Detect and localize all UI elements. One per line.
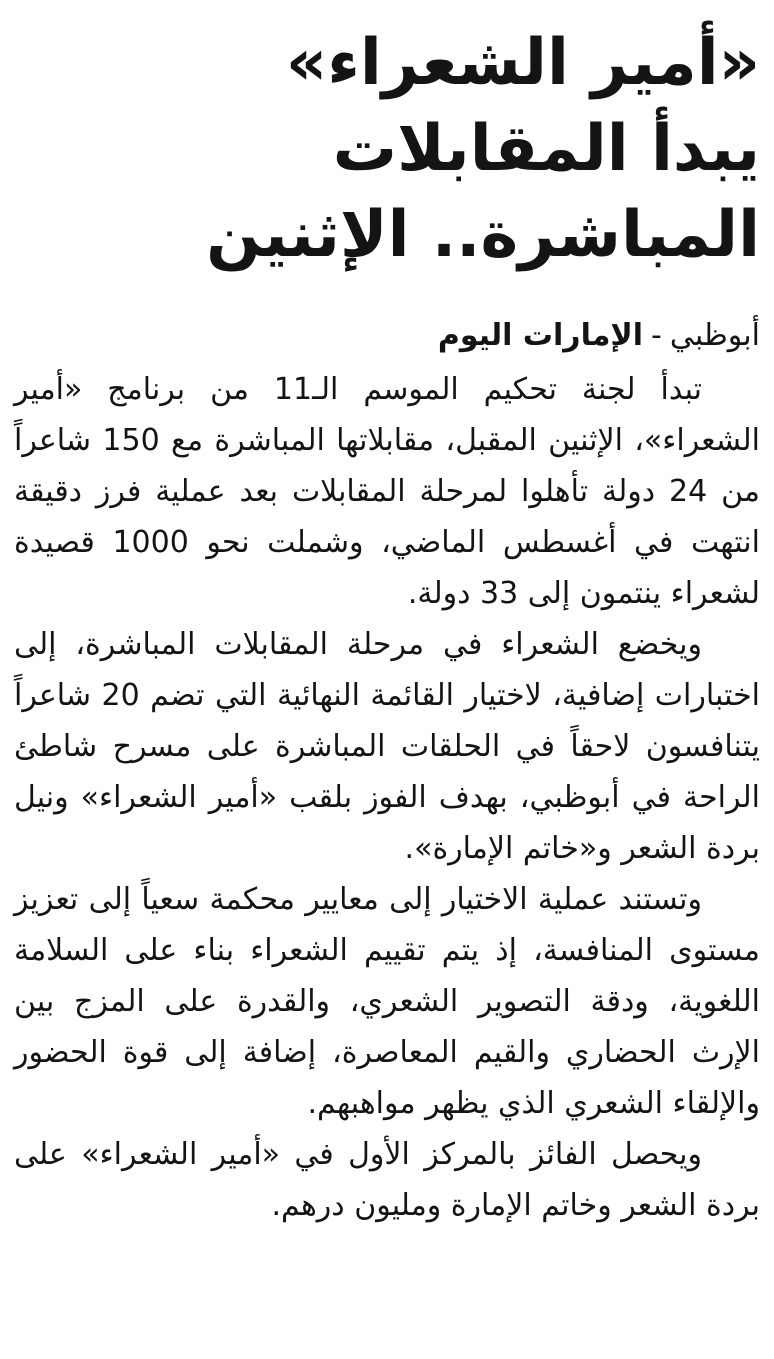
byline-separator: -: [651, 318, 662, 353]
byline-location: أبوظبي: [669, 318, 760, 353]
article-paragraph: وتستند عملية الاختيار إلى معايير محكمة سعياً إلى تعزيز مستوى المنافسة، إذ يتم تقييم الشعراء بناء على السلامة اللغوية، ودقة التصوير الشعري، والقدرة على المزج بين الإرث الحضاري والقيم المعاصرة، إضافة إلى قوة الحضور والإلقاء الشعري الذي يظهر مواهبهم.: [14, 882, 760, 1121]
article-byline: [14, 308, 760, 364]
article-paragraph: ويحصل الفائز بالمركز الأول في «أمير الشعراء» على بردة الشعر وخاتم الإمارة ومليون درهم.: [14, 1137, 760, 1223]
article-paragraph: تبدأ لجنة تحكيم الموسم الـ11 من برنامج «أمير الشعراء»، الإثنين المقبل، مقابلاتها المباشرة مع 150 شاعراً من 24 دولة تأهلوا لمرحلة المقابلات بعد عملية فرز دقيقة انتهت في أغسطس الماضي، وشملت نحو 1000 قصيدة لشعراء ينتمون إلى 33 دولة.: [14, 372, 760, 611]
headline-line-2: يبدأ المقابلات: [332, 112, 760, 186]
headline-line-1: «أمير الشعراء»: [285, 26, 760, 100]
byline-source: الإمارات اليوم: [437, 318, 644, 353]
headline-line-3: المباشرة.. الإثنين: [206, 198, 760, 272]
article-paragraph: ويخضع الشعراء في مرحلة المقابلات المباشرة، إلى اختبارات إضافية، لاختيار القائمة النهائية التي تضم 20 شاعراً يتنافسون لاحقاً في الحلقات المباشرة على مسرح شاطئ الراحة في أبوظبي، بهدف الفوز بلقب «أمير الشعراء» ونيل بردة الشعر و«خاتم الإمارة».: [14, 627, 761, 866]
article-headline: [14, 20, 760, 278]
news-article: [14, 20, 760, 1231]
